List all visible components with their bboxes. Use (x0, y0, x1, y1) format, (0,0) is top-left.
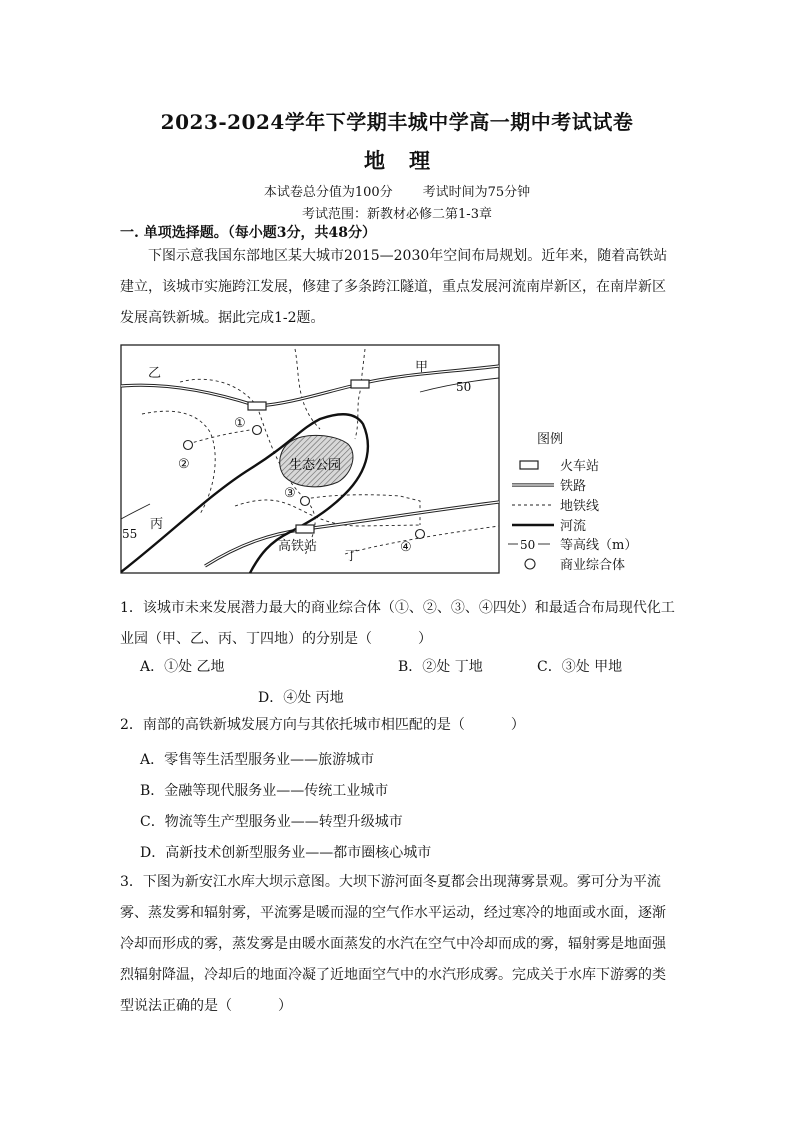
intro-paragraph: 下图示意我国东部地区某大城市2015—2030年空间布局规划。近年来，随着高铁站建立，该城市实施跨江发展，修建了多条跨江隧道，重点发展河流南岸新区，在南岸新区发展高铁新城。据此完成1-2题。 (120, 248, 668, 326)
hsr-station-icon (296, 525, 314, 533)
exam-title: 2023-2024学年下学期丰城中学高一期中考试试卷 (160, 110, 634, 134)
subject-title (0, 145, 794, 175)
label-jia: 甲 (415, 360, 429, 375)
label-bing: 丙 (150, 517, 164, 532)
label-contour-55: 55 (122, 527, 138, 541)
legend-metro: 地铁线 (560, 499, 600, 514)
exam-info (0, 181, 794, 200)
q1-option-d[interactable]: D．④处 丙地 (258, 690, 344, 706)
total-score: 本试卷总分值为100分 (263, 185, 393, 200)
park-label: 生态公园 (288, 457, 342, 472)
mall-label-1: ① (234, 416, 246, 431)
legend-station: 火车站 (560, 459, 600, 474)
city-layout-map (120, 344, 660, 576)
hsr-station-label: 高铁站 (278, 539, 318, 554)
section-heading: 一. 单项选择题。（每小题3分，共48分） (120, 225, 376, 241)
subject-char-1: 地 (364, 148, 385, 173)
exam-duration: 考试时间为75分钟 (422, 185, 531, 200)
mall-icon-4 (416, 530, 425, 539)
legend-station-icon (520, 461, 538, 469)
legend-contour: 等高线（m） (560, 538, 638, 553)
question-3-stem: 3．下图为新安江水库大坝示意图。大坝下游河面冬夏都会出现薄雾景观。雾可分为平流雾、蒸发雾和辐射雾，平流雾是暖而湿的空气作水平运动，经过寒冷的地面或水面，逐渐冷却而形成的雾，蒸发雾是由暖水面蒸发的水汽在空气中冷却而成的雾，辐射雾是地面强烈辐射降温，冷却后的地面冷凝了近地面空气中的水汽形成雾。完成关于水库下游雾的类型说法正确的是（ ） (120, 874, 666, 1014)
q1-option-a[interactable]: A．①处 乙地 (140, 659, 225, 675)
question-1-stem: 1．该城市未来发展潜力最大的商业综合体（①、②、③、④四处）和最适合布局现代化工业园（甲、乙、丙、丁四地）的分别是（ ） (120, 600, 675, 647)
label-ding: 丁 (345, 549, 359, 564)
q2-option-a[interactable]: A．零售等生活型服务业——旅游城市 (140, 752, 375, 768)
exam-scope: 考试范围：新教材必修二第1-3章 (302, 207, 492, 222)
legend-river: 河流 (560, 519, 587, 534)
mall-label-4: ④ (400, 540, 412, 555)
legend-mall: 商业综合体 (560, 558, 626, 573)
q2-option-d[interactable]: D．高新技术创新型服务业——都市圈核心城市 (140, 845, 432, 861)
q1-option-b[interactable]: B．②处 丁地 (398, 659, 483, 675)
map-legend (508, 432, 637, 573)
label-yi: 乙 (148, 366, 162, 381)
q2-option-b[interactable]: B．金融等现代服务业——传统工业城市 (140, 783, 389, 799)
mall-icon-3 (301, 497, 310, 506)
subject-char-2: 理 (409, 148, 430, 173)
train-station-icon (248, 402, 266, 410)
mall-icon-1 (253, 426, 262, 435)
legend-mall-icon (525, 559, 535, 569)
label-contour-50: 50 (456, 380, 472, 394)
q2-option-c[interactable]: C．物流等生产型服务业——转型升级城市 (140, 814, 403, 830)
mall-label-2: ② (178, 457, 190, 472)
question-2-stem: 2．南部的高铁新城发展方向与其依托城市相匹配的是（ ） (120, 717, 525, 733)
mall-icon-2 (184, 441, 193, 450)
q1-option-c[interactable]: C．③处 甲地 (537, 659, 623, 675)
mall-label-3: ③ (284, 486, 296, 501)
train-station-icon (351, 380, 369, 388)
legend-contour-mark: 50 (520, 538, 536, 552)
legend-railway: 铁路 (560, 479, 587, 494)
legend-title: 图例 (537, 432, 564, 447)
